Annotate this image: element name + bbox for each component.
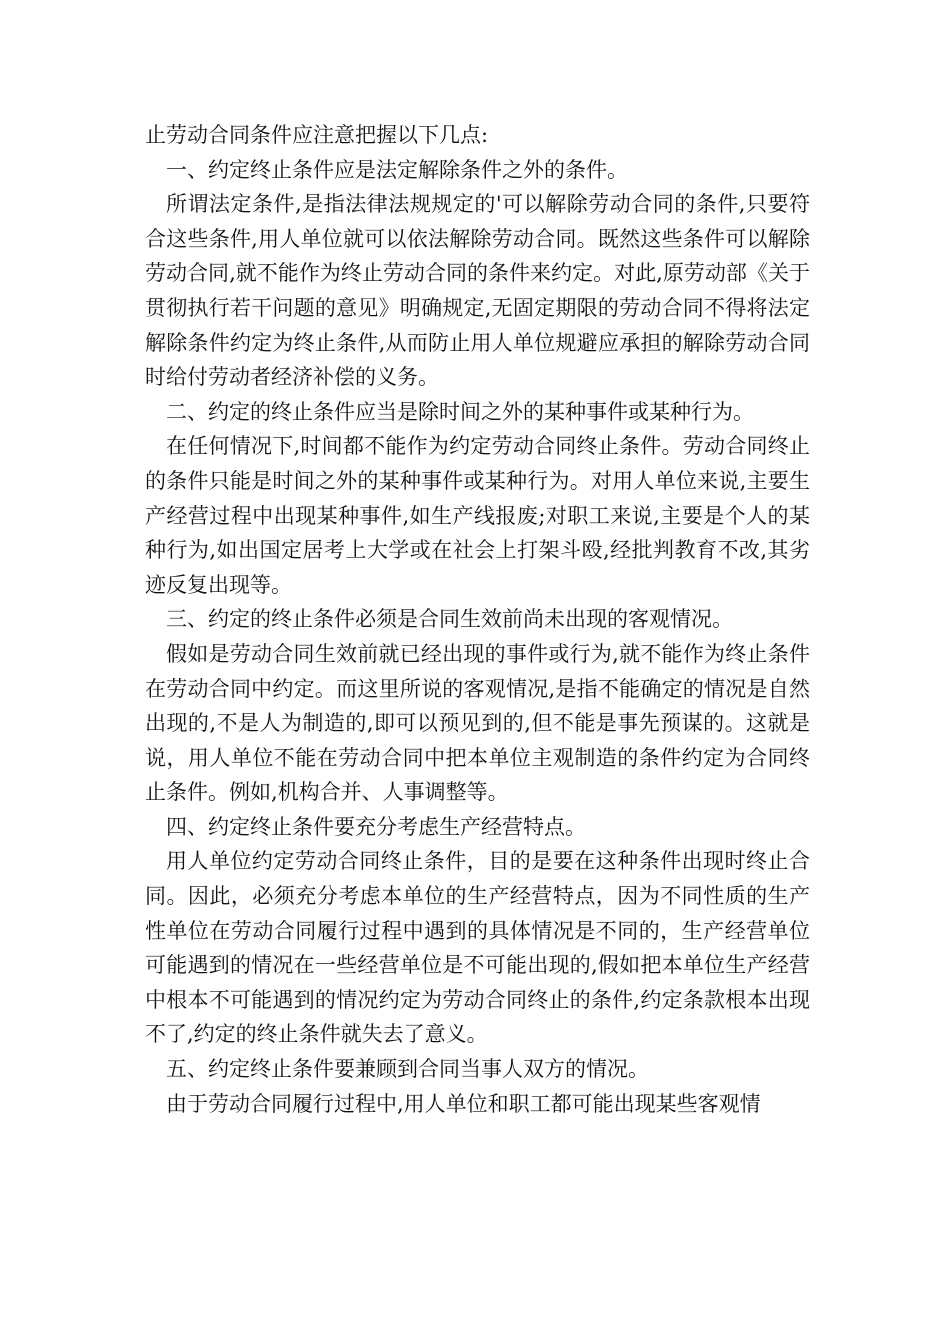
section-body-4: 用人单位约定劳动合同终止条件，目的是要在这种条件出现时终止合同。因此，必须充分考虑本单位的生产经营特点，因为不同性质的生产性单位在劳动合同履行过程中遇到的具体情况是不同的，生产经营单位可能遇到的情况在一些经营单位是不可能出现的,假如把本单位生产经营中根本不可能遇到的情况约定为劳动合同终止的条件,约定条款根本出现不了,约定的终止条件就失去了意义。: [145, 849, 810, 1047]
paragraph-intro: 止劳动合同条件应注意把握以下几点:: [145, 123, 489, 147]
section-heading-5: 五、约定终止条件要兼顾到合同当事人双方的情况。: [166, 1057, 649, 1082]
section-body-2: 在任何情况下,时间都不能作为约定劳动合同终止条件。劳动合同终止的条件只能是时间之外的某种事件或某种行为。对用人单位来说,主要生产经营过程中出现某种事件,如生产线报废;对职工来说,主要是个人的某种行为,如出国定居考上大学或在社会上打架斗殴,经批判教育不改,其劣迹反复出现等。: [145, 434, 810, 597]
section-heading-4: 四、约定终止条件要充分考虑生产经营特点。: [166, 814, 586, 839]
section-body-1: 所谓法定条件,是指法律法规规定的'可以解除劳动合同的条件,只要符合这些条件,用人单位就可以依法解除劳动合同。既然这些条件可以解除劳动合同,就不能作为终止劳动合同的条件来约定。对此,原劳动部《关于贯彻执行若干问题的意见》明确规定,无固定期限的劳动合同不得将法定解除条件约定为终止条件,从而防止用人单位规避应承担的解除劳动合同时给付劳动者经济补偿的义务。: [145, 192, 810, 390]
section-body-3: 假如是劳动合同生效前就已经出现的事件或行为,就不能作为终止条件在劳动合同中约定。而这里所说的客观情况,是指不能确定的情况是自然出现的,不是人为制造的,即可以预见到的,但不能是事先预谋的。这就是说，用人单位不能在劳动合同中把本单位主观制造的条件约定为合同终止条件。例如,机构合并、人事调整等。: [145, 641, 810, 805]
section-body-5: 由于劳动合同履行过程中,用人单位和职工都可能出现某些客观情: [166, 1091, 761, 1116]
section-heading-3: 三、约定的终止条件必须是合同生效前尚未出现的客观情况。: [166, 607, 733, 632]
section-heading-1: 一、约定终止条件应是法定解除条件之外的条件。: [166, 157, 628, 182]
section-heading-2: 二、约定的终止条件应当是除时间之外的某种事件或某种行为。: [166, 399, 754, 424]
document-body: [145, 118, 810, 1121]
